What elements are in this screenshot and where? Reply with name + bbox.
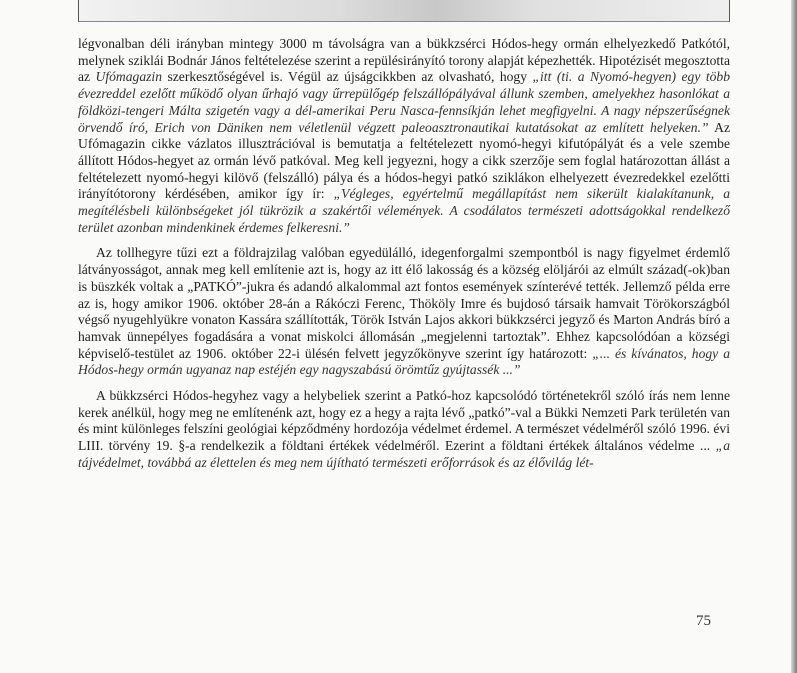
paragraph-1-quote-1: „itt (ti. a Nyomó-hegyen) egy több évezreddel ezelőtt működő olyan űrhajó vagy űrrepülőgép felszállópályával állunk szemben, amelyekhez hasonlókat a földközi-tengeri Málta szigetén vagy a dél-amerikai Peru Nasca-fennsíkján lehet megfigyelni. A nagy népszerűségnek örvendő író, Erich von Däniken nem véletlenül végzett paleoasztronautikai kutatásokat az említett helyeken.” [78, 69, 731, 135]
paragraph-1 [78, 36, 730, 236]
page-number: 75 [696, 613, 711, 629]
paragraph-2 [78, 245, 730, 379]
paragraph-1-quote-2: „Végleges, egyértelmű megállapítást nem sikerült kialakítanunk, a megítélésbeli különbségeket jól tükrözik a szakértői vélemények. A csodálatos természeti adottságokkal rendelkező terület azonban mindenkinek érdemes felkeresni.” [78, 186, 731, 235]
paragraph-3 [78, 388, 730, 472]
paragraph-3-segment-1: A bükkzsérci Hódos-hegyhez vagy a helybeliek szerint a Patkó-hoz kapcsolódó történetekről szóló írás nem lenne kerek anélkül, hogy meg ne említenénk azt, hogy ez a hegy a rajta lévő „patkó”-val a Bükki Nemzeti Park területén van és mint különleges felszíni geológiai képződmény hordozója védelmet érdemel. A természet védelméről szóló 1996. évi LIII. törvény 19. §-a rendelkezik a földtani értékek védelméről. Ezerint a földtani értékek általános védelme ... [78, 388, 730, 454]
paragraph-1-segment-5: Az Ufómagazin cikke vázlatos illusztrációval is bemutatja a feltételezett nyomó-hegyi kifutópályát és a vele szembe állított Hódos-hegyet az ormán lévő patkóval. Meg kell jegyezni, hogy a cikk szerzője sem foglal határozottan állást a feltételezett nyomó-hegyi kilövő (felszálló) pálya és a hódos-hegyi patkó sziklákon elhelyezett évezredekkel ezelőtti irányítótorony kérdésében, amikor így ír: [78, 119, 730, 202]
page-body-text [78, 36, 730, 472]
paragraph-1-segment-3: szerkesztőségével is. Végül az újságcikkben az olvasható, hogy [162, 69, 533, 85]
scan-edge-shadow [791, 0, 797, 673]
paragraph-3-quote: „a tájvédelmet, továbbá az élettelen és meg nem újítható természeti erőforrások és az élővilág lét- [78, 438, 730, 470]
paragraph-2-quote: „... és kívánatos, hogy a Hódos-hegy ormán ugyanaz nap estéjén egy nagyszabású örömtűz gyújtassék ...” [78, 345, 730, 378]
cropped-photo-strip [78, 0, 730, 22]
paragraph-1-segment-1: légvonalban déli irányban mintegy 3000 m távolságra van a bükkzsérci Hódos-hegy ormán elhelyezkedő Patkótól, melynek sziklái Bodnár János feltételezése szerint a repülésirányító torony alapját képezhették. Hipotézisét megosztotta az [78, 36, 730, 85]
paragraph-2-segment-1: Az tollhegyre tűzi ezt a földrajzilag valóban egyedülálló, idegenforgalmi szempontból is nagy figyelmet érdemlő látványosságot, annak meg kell említenie azt is, hogy az itt élő lakosság és a község elöljárói az elmúlt század(-ok)ban is büszkék voltak a „PATKÓ”-jukra és adandó alkalommal azt fontos események színterévé tették. Jellemző példa erre az is, hogy amikor 1906. október 28-án a Rákóczi Ferenc, Thököly Imre és bujdosó társaik hamvait Törökországból végső nyugehlyükre vonaton Kassára szállították, Török István Lajos akkori bükkzsérci jegyző és Marton András bíró a hamvak ünnepélyes fogadására a vonat miskolci állomásán „megjelenni tartoztak”. Ehhez kapcsolódóan a községi képviselő-testület az 1906. október 22-i ülésén felvett jegyzőkönyve szerint így határozott: [78, 245, 730, 361]
paragraph-1-segment-2: Ufómagazin [95, 69, 162, 85]
